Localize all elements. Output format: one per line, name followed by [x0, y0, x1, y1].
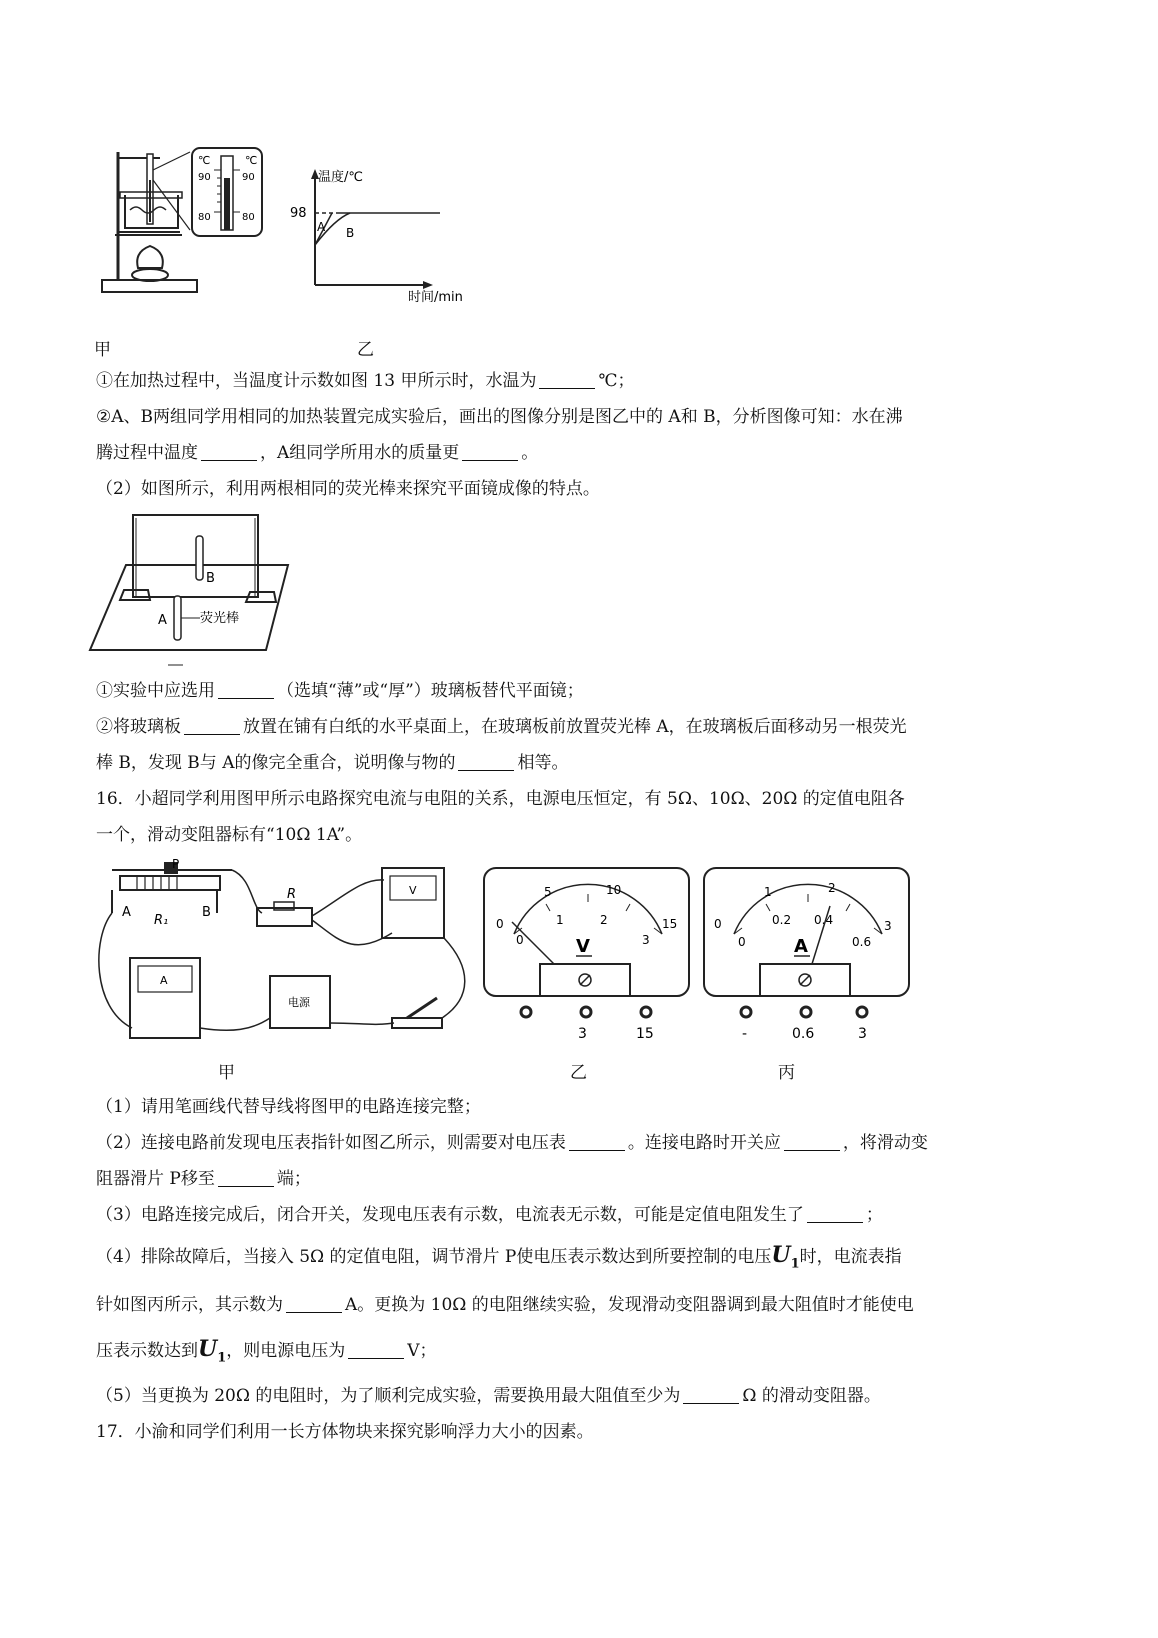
- fig16-caption-bing: 丙: [778, 1063, 795, 1083]
- thermo-80-right: 80: [242, 212, 255, 223]
- q15-line6: ②将玻璃板 放置在铺有白纸的水平桌面上，在玻璃板前放置荧光棒 A，在玻璃板后面移动另一根荧光: [96, 717, 907, 737]
- graph-curve-B: B: [346, 226, 355, 240]
- graph-ylabel: 温度/℃: [318, 170, 363, 185]
- u1-symbol-2: $U_1$: [198, 1336, 227, 1366]
- q16-sub3: （3）电路连接完成后，闭合开关，发现电压表有示数，电流表无示数，可能是定值电阻发生了 ；: [96, 1205, 883, 1225]
- q16-sub1: （1）请用笔画线代替导线将图甲的电路连接完整；: [96, 1097, 481, 1117]
- ammeter-top-label-0: 0: [714, 917, 722, 931]
- circuit-power-label: 电源: [288, 996, 310, 1009]
- q16-sub2-line1: （2）连接电路前发现电压表指针如图乙所示，则需要对电压表 。连接电路时开关应 ，将滑动变: [96, 1133, 928, 1153]
- answer-blank-image-size[interactable]: [458, 752, 514, 771]
- voltmeter-top-label-5: 5: [544, 885, 552, 899]
- mirror-label-stick: 荧光棒: [200, 611, 240, 626]
- q16-sub5: （5）当更换为 20Ω 的电阻时，为了顺利完成实验，需要换用最大阻值至少为 Ω 的滑动变阻器。: [96, 1386, 881, 1406]
- q15-line7: 棒 B，发现 B与 A的像完全重合，说明像与物的 相等。: [96, 753, 569, 773]
- rheostat-terminal-B: B: [202, 905, 211, 920]
- ammeter-bottom-label-0.4: 0.4: [814, 913, 834, 927]
- answer-blank-current[interactable]: [286, 1294, 342, 1313]
- rheostat-terminal-A: A: [122, 905, 131, 920]
- q16-line1: 16．小超同学利用图甲所示电路探究电流与电阻的关系，电源电压恒定，有 5Ω、10Ω、20Ω 的定值电阻各: [96, 789, 905, 809]
- ammeter-dial-figure: [702, 866, 912, 1046]
- circuit-figure: [92, 858, 472, 1048]
- q16-sub2-line2: 阻器滑片 P移至 端；: [96, 1169, 311, 1189]
- answer-blank-water-temp[interactable]: [539, 370, 595, 389]
- rheostat-slider-P: P: [172, 858, 180, 871]
- ammeter-terminal-0.6: 0.6: [792, 1026, 815, 1042]
- fig16-caption-yi: 乙: [570, 1063, 587, 1083]
- fig1-caption-jia: 甲: [94, 340, 111, 360]
- voltmeter-bottom-label-1: 1: [556, 913, 564, 927]
- answer-blank-switch-state[interactable]: [784, 1132, 840, 1151]
- answer-blank-water-mass[interactable]: [462, 442, 518, 461]
- ammeter-bottom-label-0.6: 0.6: [852, 935, 872, 949]
- ammeter-bottom-label-0: 0: [738, 935, 746, 949]
- q15-line5: ①实验中应选用 （选填“薄”或“厚”）玻璃板替代平面镜；: [96, 681, 584, 701]
- voltmeter-terminal-15: 15: [636, 1026, 654, 1042]
- u1-symbol: $U_1$: [771, 1242, 800, 1272]
- thermo-unit-right: ℃: [245, 154, 258, 167]
- voltmeter-dial-figure: [482, 866, 692, 1046]
- voltmeter-bottom-label-2: 2: [600, 913, 608, 927]
- rheostat-label-R1: R₁: [154, 913, 169, 928]
- ammeter-terminal-3: 3: [858, 1026, 867, 1042]
- plane-mirror-figure: [88, 510, 298, 670]
- ammeter-top-label-1: 1: [764, 885, 772, 899]
- answer-blank-max-resistance[interactable]: [683, 1385, 739, 1404]
- mirror-label-A: A: [158, 613, 167, 628]
- ammeter-top-label-2: 2: [828, 881, 836, 895]
- answer-blank-slider-end[interactable]: [218, 1168, 274, 1187]
- answer-blank-glass-placement[interactable]: [184, 716, 240, 735]
- voltmeter-bottom-label-3: 3: [642, 933, 650, 947]
- voltmeter-top-label-0: 0: [496, 917, 504, 931]
- q17-line1: 17．小渝和同学们利用一长方体物块来探究影响浮力大小的因素。: [96, 1422, 594, 1442]
- answer-blank-boiling-temp[interactable]: [201, 442, 257, 461]
- mirror-label-B: B: [206, 571, 215, 586]
- resistor-label-R: R: [287, 887, 297, 902]
- thermo-unit-left: ℃: [198, 154, 211, 167]
- answer-blank-source-voltage[interactable]: [348, 1340, 404, 1359]
- q15-line3: 腾过程中温度 ，A组同学所用水的质量更 。: [96, 443, 539, 463]
- graph-98-label: 98: [290, 206, 307, 221]
- ammeter-top-label-3: 3: [884, 919, 892, 933]
- graph-curve-A: A: [317, 220, 326, 234]
- q15-line2: ②A、B两组同学用相同的加热装置完成实验后，画出的图像分别是图乙中的 A和 B，分析图像可知：水在沸: [96, 407, 903, 427]
- circuit-ammeter-label: A: [160, 974, 168, 987]
- answer-blank-fault[interactable]: [807, 1204, 863, 1223]
- thermo-80-left: 80: [198, 212, 211, 223]
- ammeter-bottom-label-0.2: 0.2: [772, 913, 792, 927]
- fig1-caption-yi: 乙: [357, 340, 374, 360]
- voltmeter-top-label-10: 10: [606, 883, 622, 897]
- thermo-90-right: 90: [242, 172, 255, 183]
- voltmeter-unit: V: [576, 936, 590, 957]
- boiling-apparatus-figure: [100, 140, 300, 310]
- q15-line1: ①在加热过程中，当温度计示数如图 13 甲所示时，水温为 ℃；: [96, 371, 635, 391]
- q16-sub4-line2: 针如图丙所示，其示数为 A。更换为 10Ω 的电阻继续实验，发现滑动变阻器调到最大阻值时才能使电: [96, 1295, 914, 1315]
- voltmeter-terminal-3: 3: [578, 1026, 587, 1042]
- ammeter-unit: A: [794, 936, 808, 957]
- answer-blank-voltmeter-adjust[interactable]: [569, 1132, 625, 1151]
- circuit-voltmeter-label: V: [409, 884, 417, 897]
- answer-blank-glass-thickness[interactable]: [218, 680, 274, 699]
- q16-line2: 一个，滑动变阻器标有“10Ω 1A”。: [96, 825, 363, 845]
- fig16-caption-jia: 甲: [218, 1063, 235, 1083]
- q16-sub4-line3: 压表示数达到$U_1$，则电源电压为 V；: [96, 1336, 437, 1366]
- thermo-90-left: 90: [198, 172, 211, 183]
- q15-line4: （2）如图所示，利用两根相同的荧光棒来探究平面镜成像的特点。: [96, 479, 600, 499]
- q16-sub4-line1: （4）排除故障后，当接入 5Ω 的定值电阻，调节滑片 P使电压表示数达到所要控制的电压$U_1$时，电流表指: [96, 1242, 902, 1272]
- graph-xlabel: 时间/min: [408, 290, 463, 305]
- voltmeter-top-label-15: 15: [662, 917, 678, 931]
- ammeter-terminal-minus: -: [742, 1026, 748, 1042]
- voltmeter-bottom-label-0: 0: [516, 933, 524, 947]
- temperature-time-graph: [290, 165, 490, 305]
